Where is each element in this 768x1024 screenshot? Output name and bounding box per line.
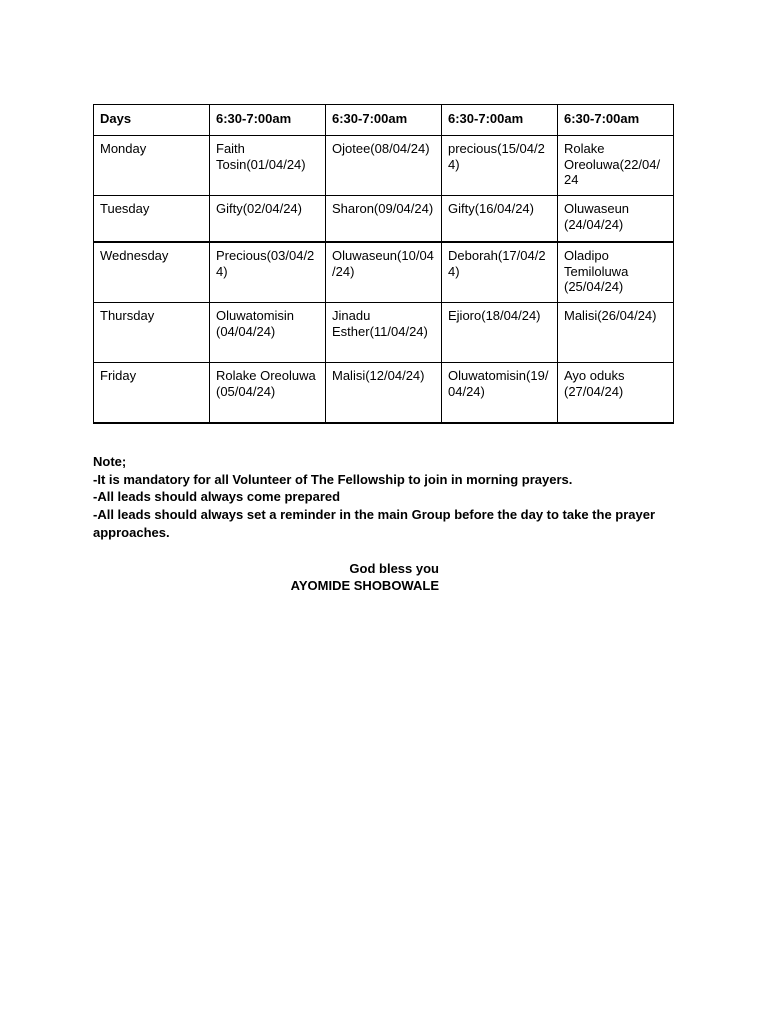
- blessing-text: God bless you: [349, 561, 439, 576]
- day-cell: Thursday: [94, 303, 210, 363]
- assignment-cell: precious(15/04/24): [442, 136, 558, 196]
- day-cell: Friday: [94, 363, 210, 424]
- table-row: [94, 136, 674, 196]
- assignment-cell: Ayo oduks (27/04/24): [558, 363, 674, 424]
- table-row: [94, 196, 674, 243]
- assignment-cell: Oluwaseun (24/04/24): [558, 196, 674, 243]
- day-cell: Wednesday: [94, 242, 210, 303]
- header-week-4-time: 6:30-7:00am: [558, 105, 674, 136]
- table-header-row: [94, 105, 674, 136]
- assignment-cell: Ejioro(18/04/24): [442, 303, 558, 363]
- note-line: -All leads should always set a reminder in the main Group before the day to take the prayer approaches.: [93, 507, 656, 540]
- assignment-cell: Faith Tosin(01/04/24): [210, 136, 326, 196]
- day-cell: Monday: [94, 136, 210, 196]
- assignment-cell: Rolake Oreoluwa (05/04/24): [210, 363, 326, 424]
- notes-section: [93, 453, 673, 542]
- assignment-cell: Gifty(16/04/24): [442, 196, 558, 243]
- assignment-cell: Oluwatomisin(19/04/24): [442, 363, 558, 424]
- prayer-schedule-table: [93, 104, 674, 424]
- day-cell: Tuesday: [94, 196, 210, 243]
- assignment-cell: Oluwaseun(10/04/24): [326, 242, 442, 303]
- assignment-cell: Oluwatomisin (04/04/24): [210, 303, 326, 363]
- table-row: [94, 242, 674, 303]
- header-week-1-time: 6:30-7:00am: [210, 105, 326, 136]
- note-line: -It is mandatory for all Volunteer of The Fellowship to join in morning prayers.: [93, 471, 573, 487]
- header-days: Days: [94, 105, 210, 136]
- table-row: [94, 363, 674, 424]
- assignment-cell: Jinadu Esther(11/04/24): [326, 303, 442, 363]
- assignment-cell: Oladipo Temiloluwa (25/04/24): [558, 242, 674, 303]
- header-week-3-time: 6:30-7:00am: [442, 105, 558, 136]
- header-week-2-time: 6:30-7:00am: [326, 105, 442, 136]
- assignment-cell: Rolake Oreoluwa(22/04/24: [558, 136, 674, 196]
- table-row: [94, 303, 674, 363]
- note-line: -All leads should always come prepared: [93, 489, 341, 505]
- signoff: [93, 560, 439, 594]
- assignment-cell: Ojotee(08/04/24): [326, 136, 442, 196]
- assignment-cell: Sharon(09/04/24): [326, 196, 442, 243]
- assignment-cell: Deborah(17/04/24): [442, 242, 558, 303]
- assignment-cell: Precious(03/04/24): [210, 242, 326, 303]
- assignment-cell: Malisi(12/04/24): [326, 363, 442, 424]
- notes-heading: Note;: [93, 454, 127, 469]
- assignment-cell: Malisi(26/04/24): [558, 303, 674, 363]
- author-name: AYOMIDE SHOBOWALE: [290, 578, 439, 593]
- assignment-cell: Gifty(02/04/24): [210, 196, 326, 243]
